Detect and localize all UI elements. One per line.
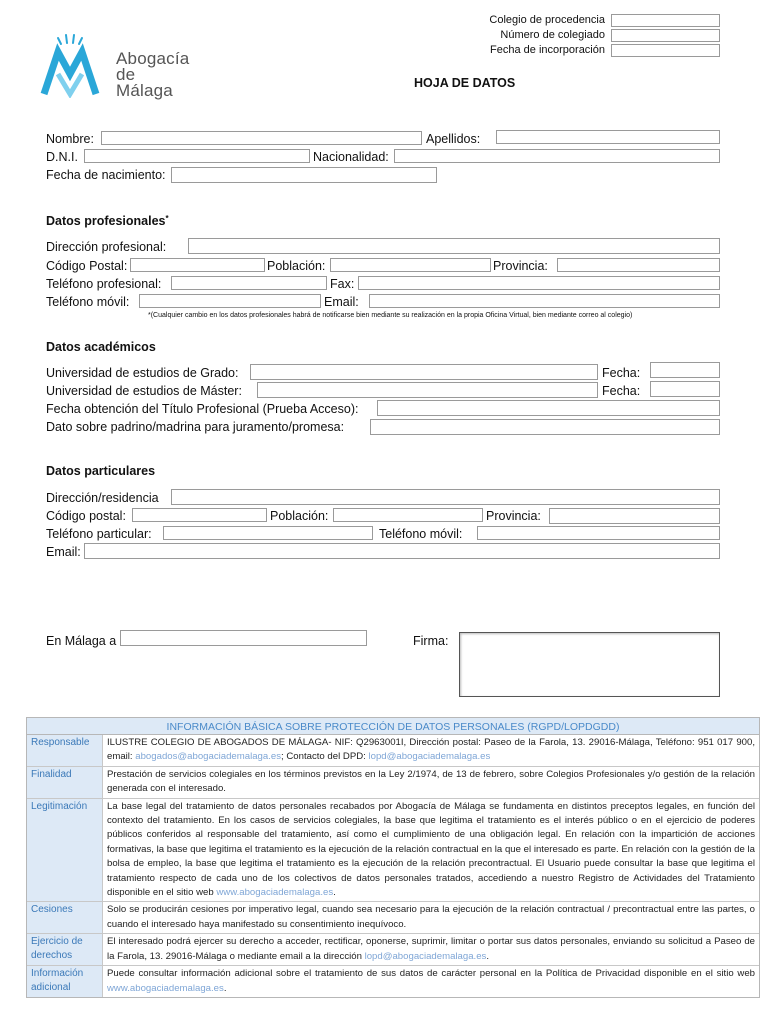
- rgpd-row-text: [103, 767, 759, 798]
- telefono-movil-prof-field[interactable]: [139, 294, 321, 308]
- datos-academicos-heading: Datos académicos: [46, 340, 156, 354]
- rgpd-text-segment: .: [333, 887, 336, 899]
- rgpd-row-key: Finalidad: [27, 767, 103, 798]
- poblacion-prof-field[interactable]: [330, 258, 491, 272]
- apellidos-label: Apellidos:: [426, 132, 481, 146]
- fecha-nacimiento-field[interactable]: [171, 167, 437, 183]
- nacionalidad-field[interactable]: [394, 149, 720, 163]
- telefono-movil-part-field[interactable]: [477, 526, 720, 540]
- poblacion-prof-label: Población:: [267, 259, 326, 273]
- rgpd-text-segment: Prestación de servicios colegiales en los términos previstos en la Ley 2/1974, de 13 de febrero, sobre Colegios Profesionales y/o gestión de la relación generada con el interesado.: [107, 768, 755, 795]
- rgpd-row: [27, 767, 759, 799]
- colegio-procedencia-field[interactable]: [611, 14, 720, 27]
- codigo-postal-part-label: Código postal:: [46, 509, 126, 523]
- numero-colegiado-field[interactable]: [611, 29, 720, 42]
- titulo-profesional-field[interactable]: [377, 400, 720, 416]
- fax-field[interactable]: [358, 276, 720, 290]
- telefono-profesional-field[interactable]: [171, 276, 327, 290]
- apellidos-field[interactable]: [496, 130, 720, 144]
- nacionalidad-label: Nacionalidad:: [313, 150, 389, 164]
- nombre-label: Nombre:: [46, 132, 94, 146]
- rgpd-link[interactable]: abogados@abogaciademalaga.es: [135, 751, 282, 763]
- logo-line2: de: [116, 65, 136, 84]
- fecha-master-field[interactable]: [650, 381, 720, 397]
- rgpd-row-text: [103, 735, 759, 766]
- provincia-part-field[interactable]: [549, 508, 720, 524]
- nombre-field[interactable]: [101, 131, 422, 145]
- codigo-postal-prof-label: Código Postal:: [46, 259, 128, 273]
- colegio-procedencia-label: Colegio de procedencia: [489, 14, 605, 26]
- telefono-particular-field[interactable]: [163, 526, 373, 540]
- provincia-prof-field[interactable]: [557, 258, 720, 272]
- titulo-profesional-label: Fecha obtención del Título Profesional (Prueba Acceso):: [46, 402, 359, 416]
- rgpd-row: [27, 735, 759, 767]
- codigo-postal-part-field[interactable]: [132, 508, 267, 522]
- datos-profesionales-heading: [46, 214, 169, 229]
- rgpd-text-segment: Solo se producirán cesiones por imperativo legal, cuando sea necesario para la ejecución de la relación contractual / precontractual entre las partes, o cuando el interesado haya manifestado su consentimiento inequívoco.: [107, 904, 755, 930]
- telefono-profesional-label: Teléfono profesional:: [46, 277, 162, 291]
- rgpd-link[interactable]: lopd@abogaciademalaga.es: [368, 751, 491, 763]
- datos-profesionales-heading-text: Datos profesionales: [46, 214, 166, 228]
- direccion-residencia-field[interactable]: [171, 489, 720, 505]
- firma-label: Firma:: [413, 634, 449, 648]
- rgpd-row-text: [103, 799, 759, 902]
- dni-label: D.N.I.: [46, 150, 78, 164]
- logo: [40, 34, 200, 104]
- dni-field[interactable]: [84, 149, 310, 163]
- provincia-part-label: Provincia:: [486, 509, 541, 523]
- firma-box[interactable]: [459, 632, 720, 697]
- rgpd-link[interactable]: lopd@abogaciademalaga.es: [364, 950, 487, 962]
- rgpd-row-text: [103, 966, 759, 997]
- email-part-field[interactable]: [84, 543, 720, 559]
- rgpd-row-key: Legitimación: [27, 799, 103, 902]
- rgpd-row: [27, 934, 759, 966]
- en-malaga-field[interactable]: [120, 630, 367, 646]
- fecha-grado-label: Fecha:: [602, 366, 641, 380]
- logo-line1: Abogacía: [116, 49, 190, 68]
- universidad-master-label: Universidad de estudios de Máster:: [46, 384, 242, 398]
- rgpd-row: [27, 902, 759, 934]
- poblacion-part-field[interactable]: [333, 508, 483, 522]
- padrino-field[interactable]: [370, 419, 720, 435]
- provincia-prof-label: Provincia:: [493, 259, 548, 273]
- rgpd-table: [26, 717, 760, 998]
- email-part-label: Email:: [46, 545, 81, 559]
- datos-particulares-heading: Datos particulares: [46, 464, 156, 478]
- fecha-grado-field[interactable]: [650, 362, 720, 378]
- numero-colegiado-label: Número de colegiado: [500, 29, 605, 41]
- rgpd-row-text: [103, 934, 759, 965]
- page-title: HOJA DE DATOS: [414, 76, 516, 90]
- rgpd-link[interactable]: www.abogaciademalaga.es: [107, 982, 224, 994]
- universidad-master-field[interactable]: [257, 382, 598, 398]
- rgpd-row: [27, 799, 759, 903]
- universidad-grado-label: Universidad de estudios de Grado:: [46, 366, 239, 380]
- direccion-profesional-label: Dirección profesional:: [46, 240, 167, 254]
- telefono-movil-prof-label: Teléfono móvil:: [46, 295, 130, 309]
- profesionales-note: *(Cualquier cambio en los datos profesionales habrá de notificarse bien mediante su realización en la propia Oficina Virtual, bien mediante correo al colegio): [148, 312, 633, 319]
- rgpd-text-segment: El interesado podrá ejercer su derecho a acceder, rectificar, oponerse, suprimir, limitar o portar sus datos personales, enviando su solicitud a Paseo de la Farola, 13. 29016-Málaga o mediante email a la dirección: [107, 936, 755, 962]
- rgpd-row-text: [103, 902, 759, 933]
- padrino-label: Dato sobre padrino/madrina para juramento/promesa:: [46, 420, 345, 434]
- fecha-nacimiento-label: Fecha de nacimiento:: [46, 168, 166, 182]
- direccion-profesional-field[interactable]: [188, 238, 720, 254]
- rgpd-row-key: Cesiones: [27, 902, 103, 933]
- rgpd-row-key: Información adicional: [27, 966, 103, 997]
- logo-line3: Málaga: [116, 81, 173, 100]
- rgpd-row: [27, 966, 759, 997]
- rgpd-row-key: Responsable: [27, 735, 103, 766]
- fecha-master-label: Fecha:: [602, 384, 641, 398]
- en-malaga-label: En Málaga a: [46, 634, 117, 648]
- rgpd-title: INFORMACIÓN BÁSICA SOBRE PROTECCIÓN DE DATOS PERSONALES (RGPD/LOPDGDD): [27, 718, 759, 735]
- heading-asterisk: *: [165, 214, 169, 223]
- rgpd-text-segment: La base legal del tratamiento de datos personales recabados por Abogacía de Málaga se fundamenta en distintos preceptos legales, en función del contexto del tratamiento. En los casos de servicios colegiales, la base que legitima el tratamiento es el interés público o en el ejercicio de poderes públicos conferidos al responsable del tratamiento, así como el cumplimiento de una obligación legal. En relación con la impartición de acciones formativas, la base que legitima el tratamiento es la ejecución de la relación contractual en la que el interesado es parte. En relación con la gestión de la bolsa de empleo, la base que legitima el tratamiento es la ejecución de la relación precontractual. El Usuario puede consultar la base que legitima el tratamiento respecto de cada uno de los colectivos de datos personales tratados, accediendo a nuestro Registro de Actividades del Tratamiento disponible en el sitio web: [107, 800, 755, 899]
- rgpd-link[interactable]: www.abogaciademalaga.es: [216, 887, 334, 899]
- rgpd-text-segment: ILUSTRE COLEGIO DE ABOGADOS DE MÁLAGA- NIF: Q2963001I, Dirección postal: Paseo de la Farola, 13. 29016-Málaga, Teléfono: 951 017 900, email:: [107, 737, 755, 763]
- universidad-grado-field[interactable]: [250, 364, 598, 380]
- codigo-postal-prof-field[interactable]: [130, 258, 265, 272]
- email-prof-label: Email:: [324, 295, 359, 309]
- rgpd-row-key: Ejercicio de derechos: [27, 934, 103, 965]
- rgpd-text-segment: .: [486, 950, 490, 962]
- logo-mark-icon: [40, 34, 104, 98]
- telefono-movil-part-label: Teléfono móvil:: [379, 527, 463, 541]
- poblacion-part-label: Población:: [270, 509, 329, 523]
- fecha-incorporacion-field[interactable]: [611, 44, 720, 57]
- rgpd-text-segment: .: [223, 982, 227, 994]
- rgpd-text-segment: ; Contacto del DPD:: [281, 751, 369, 763]
- email-prof-field[interactable]: [369, 294, 720, 308]
- telefono-particular-label: Teléfono particular:: [46, 527, 152, 541]
- fecha-incorporacion-label: Fecha de incorporación: [490, 44, 605, 56]
- fax-label: Fax:: [330, 277, 355, 291]
- direccion-residencia-label: Dirección/residencia: [46, 491, 159, 505]
- rgpd-text-segment: Puede consultar información adicional sobre el tratamiento de sus datos de carácter personal en la Política de Privacidad disponible en el sitio web: [107, 968, 755, 980]
